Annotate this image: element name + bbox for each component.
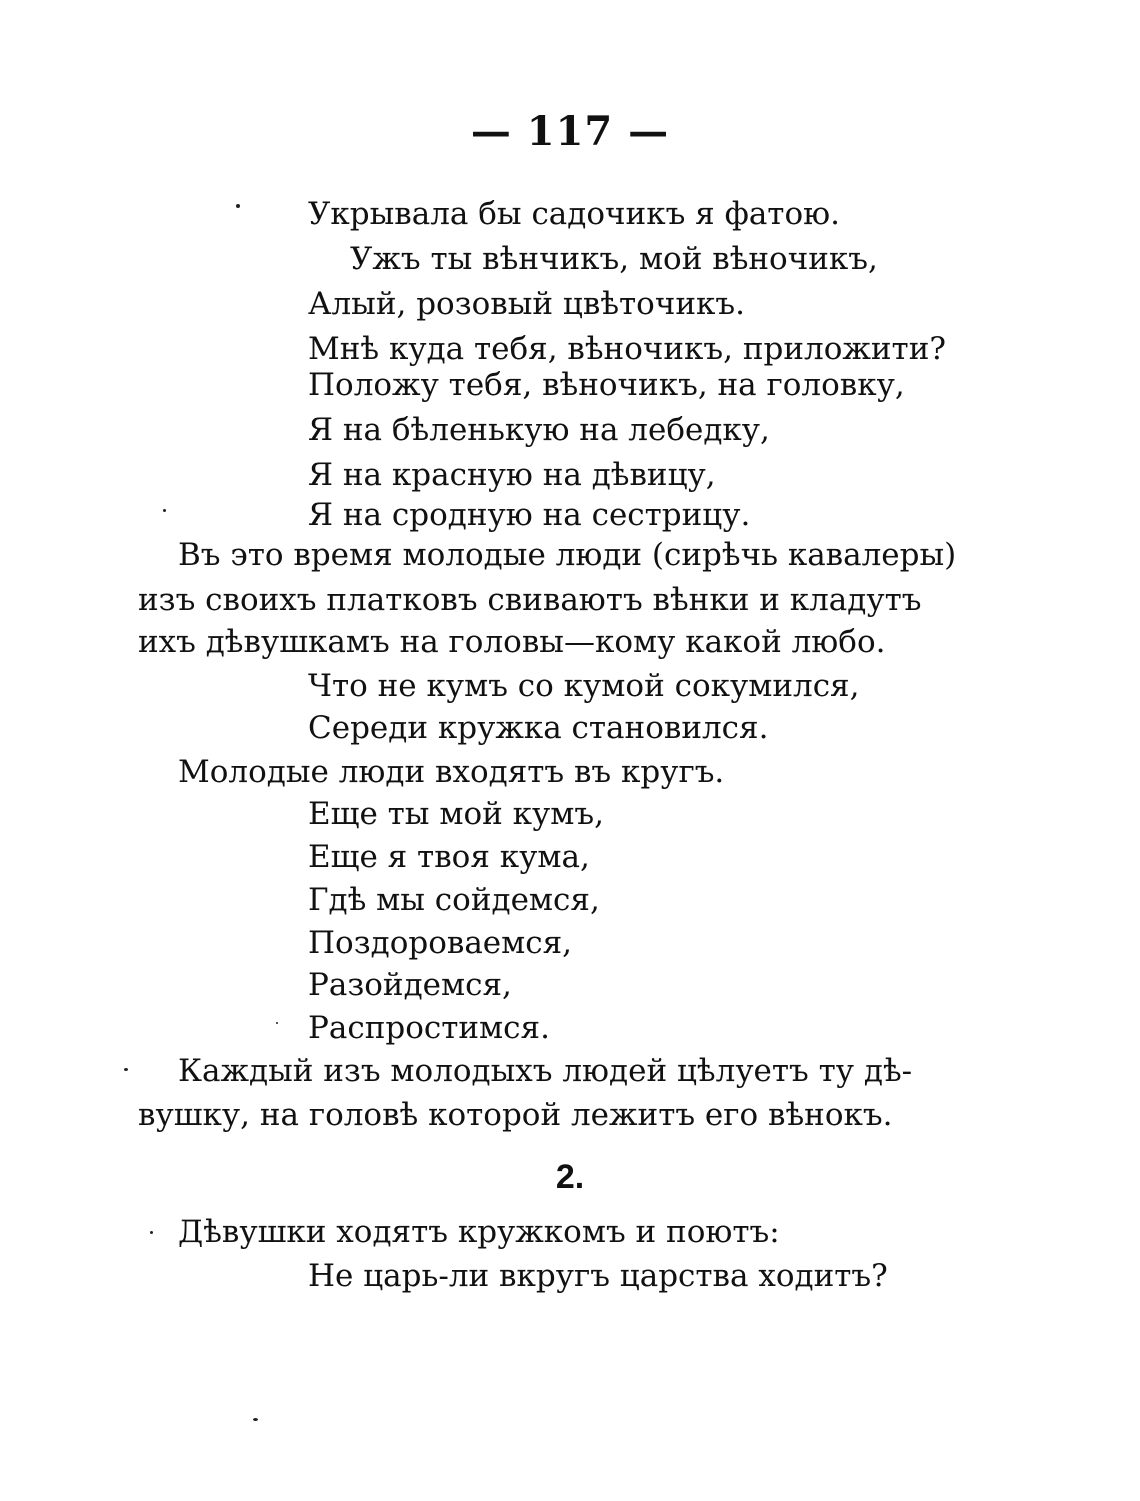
verse-line: Что не кумъ со кумой сокумился,: [308, 668, 860, 704]
verse-line: Я на сродную на сестрицу.: [308, 497, 751, 533]
verse-line: Поздороваемся,: [308, 925, 573, 961]
scan-speck: [150, 1231, 153, 1234]
verse-line: Распростимся.: [308, 1010, 550, 1046]
section-number: 2.: [555, 1158, 585, 1196]
verse-line: Середи кружка становился.: [308, 710, 769, 746]
verse-line: Разойдемся,: [308, 967, 512, 1003]
verse-line: Я на красную на дѣвицу,: [308, 457, 716, 493]
verse-line: Гдѣ мы сойдемся,: [308, 882, 600, 918]
prose-line: изъ своихъ платковъ свиваютъ вѣнки и кладутъ: [138, 582, 922, 618]
scan-speck: [253, 1418, 258, 1421]
verse-line: Не царь-ли вкругъ царства ходитъ?: [308, 1258, 888, 1294]
prose-line: вушку, на головѣ которой лежитъ его вѣнокъ.: [138, 1097, 893, 1133]
verse-line: Я на бѣленькую на лебедку,: [308, 412, 770, 448]
verse-line: Положу тебя, вѣночикъ, на головку,: [308, 367, 905, 403]
scan-speck: [124, 1068, 128, 1071]
verse-line: Алый, розовый цвѣточикъ.: [308, 286, 745, 322]
scan-speck: [236, 204, 240, 208]
verse-line: Мнѣ куда тебя, вѣночикъ, приложити?: [308, 331, 946, 367]
prose-line: Въ это время молодые люди (сирѣчь кавалеры): [178, 537, 957, 573]
page-number: — 117 —: [470, 108, 670, 155]
prose-line: Каждый изъ молодыхъ людей цѣлуетъ ту дѣ-: [178, 1053, 913, 1089]
prose-line: Молодые люди входятъ въ кругъ.: [178, 754, 725, 790]
verse-line: Еще я твоя кума,: [308, 839, 590, 875]
prose-line: ихъ дѣвушкамъ на головы—кому какой любо.: [138, 624, 886, 660]
scan-speck: [276, 1022, 278, 1024]
verse-line: Укрывала бы садочикъ я фатою.: [308, 196, 840, 232]
verse-line: Ужъ ты вѣнчикъ, мой вѣночикъ,: [350, 241, 878, 277]
prose-line: Дѣвушки ходятъ кружкомъ и поютъ:: [178, 1214, 780, 1250]
verse-line: Еще ты мой кумъ,: [308, 796, 604, 832]
scan-speck: [163, 509, 166, 512]
